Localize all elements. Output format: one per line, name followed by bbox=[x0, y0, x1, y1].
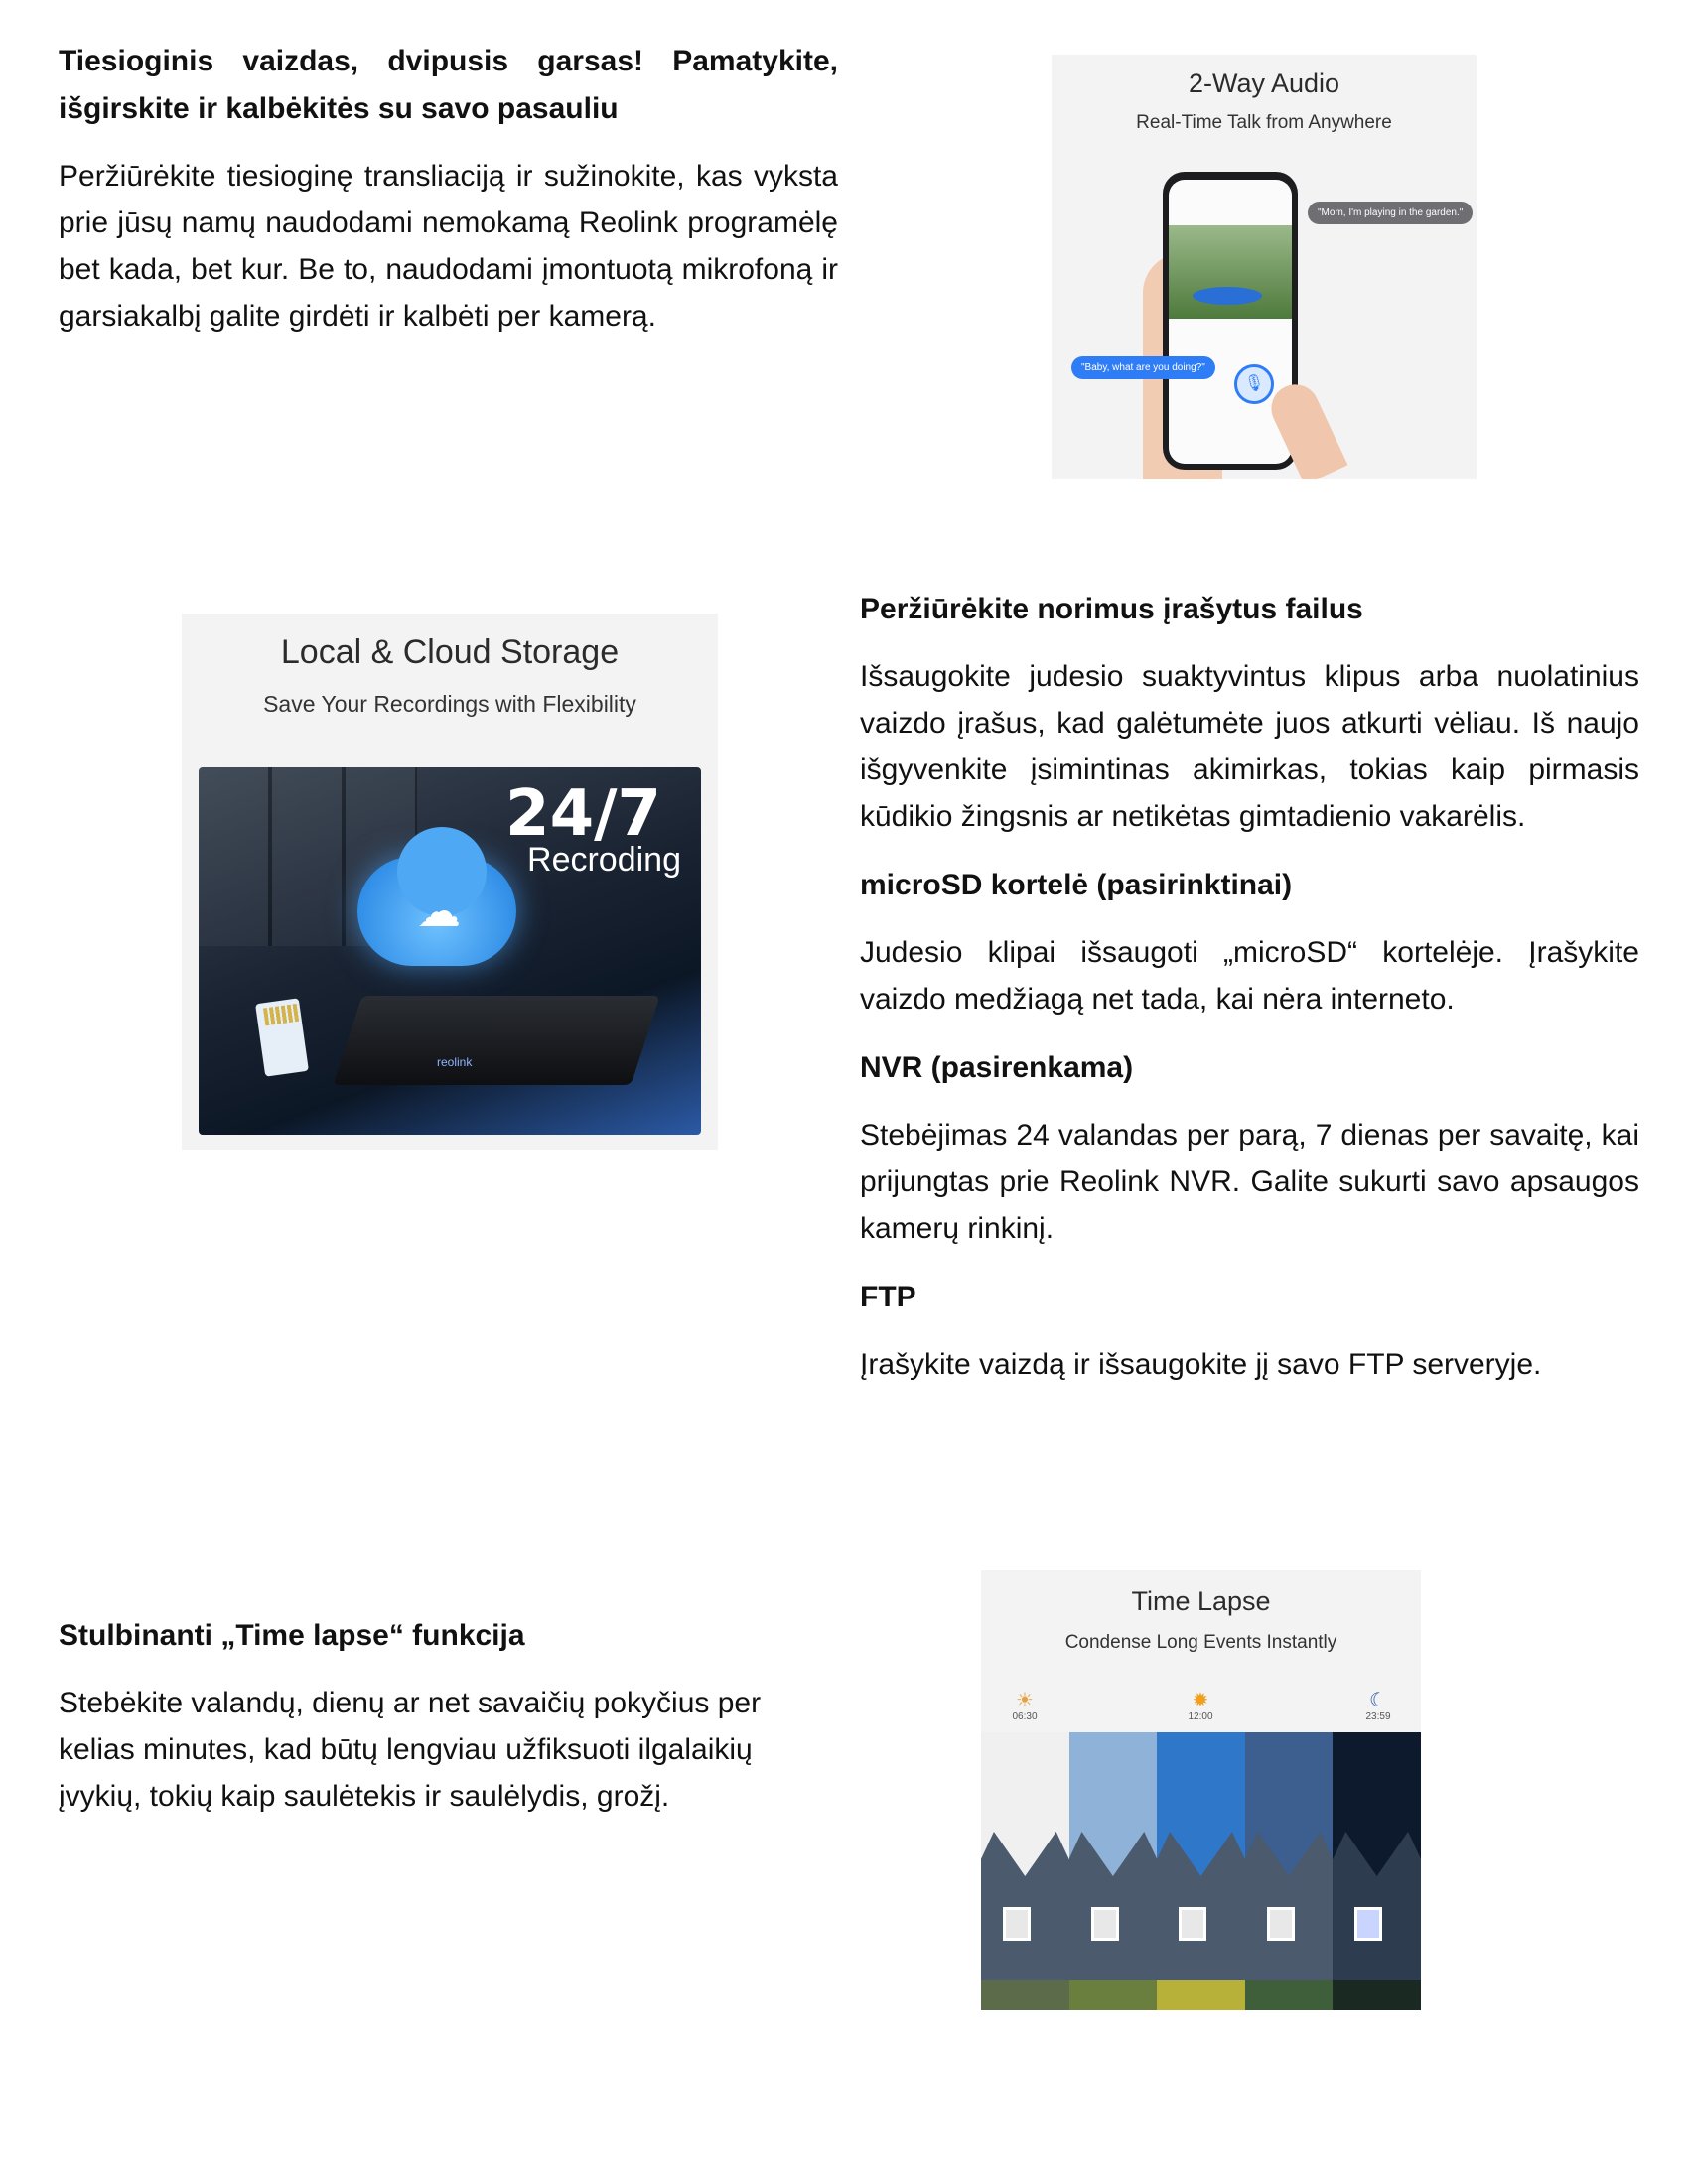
speech-bubble-parent: "Baby, what are you doing?" bbox=[1071, 356, 1215, 379]
microsd-paragraph: Judesio klipai išsaugoti „microSD“ kortelėje. Įrašykite vaizdo medžiagą net tada, kai nėra interneto. bbox=[860, 936, 1639, 1016]
time-marker-noon: ✹ 12:00 bbox=[1171, 1690, 1230, 1722]
section-time-lapse bbox=[59, 1612, 838, 1842]
nvr-device bbox=[333, 996, 659, 1085]
time-lapse-strip bbox=[981, 1732, 1069, 2010]
time-marker-night: ☾ 23:59 bbox=[1348, 1690, 1408, 1722]
reolink-logo: reolink bbox=[437, 1055, 473, 1069]
time-lapse-strip bbox=[1157, 1732, 1245, 2010]
storage-image bbox=[182, 614, 718, 1150]
time-lapse-strip bbox=[1069, 1732, 1158, 2010]
speech-bubble-child: "Mom, I'm playing in the garden." bbox=[1308, 202, 1473, 224]
ftp-heading: FTP bbox=[860, 1281, 916, 1313]
section-heading: Stulbinanti „Time lapse“ funkcija bbox=[59, 1619, 525, 1652]
time-lapse-image bbox=[981, 1570, 1421, 2010]
two-way-audio-image bbox=[1052, 55, 1477, 479]
moon-icon: ☾ bbox=[1369, 1690, 1387, 1711]
time-lapse-strip bbox=[1245, 1732, 1334, 2010]
section-paragraph: Išsaugokite judesio suaktyvintus klipus arba nuolatinius vaizdo įrašus, kad galėtumėte juos atkurti vėliau. Iš naujo išgyvenkite įsimintinas akimirkas, tokias kaip pirmasis kūdikio žingsnis ar netikėtas gimtadienio vakarėlis. bbox=[860, 660, 1639, 833]
section-paragraph: Peržiūrėkite tiesioginę transliaciją ir sužinokite, kas vyksta prie jūsų namų naudodami nemokamą Reolink programėlę bet kada, bet kur. Be to, naudodami įmontuotą mikrofoną ir garsiakalbį galite girdėti ir kalbėti per kamerą. bbox=[59, 160, 838, 333]
section-paragraph: Stebėkite valandų, dienų ar net savaičių pokyčius per kelias minutes, kad būtų lengviau užfiksuoti ilgalaikių įvykių, tokių kaip saulėtekis ir saulėlydis, grožį. bbox=[59, 1687, 762, 1813]
time-lapse-strip bbox=[1333, 1732, 1421, 2010]
image-title: Local & Cloud Storage bbox=[280, 633, 620, 671]
section-recordings bbox=[860, 586, 1639, 1410]
sunrise-icon: ☀ bbox=[1016, 1690, 1034, 1711]
nvr-paragraph: Stebėjimas 24 valandas per parą, 7 dienas per savaitę, kai prijungtas prie Reolink NVR. Galite sukurti savo apsaugos kamerų rinkinį. bbox=[860, 1119, 1639, 1245]
nvr-heading: NVR (pasirenkama) bbox=[860, 1051, 1134, 1084]
section-heading: Peržiūrėkite norimus įrašytus failus bbox=[860, 593, 1363, 625]
time-marker-sunrise: ☀ 06:30 bbox=[995, 1690, 1055, 1722]
sun-icon: ✹ bbox=[1192, 1690, 1209, 1711]
storage-scene bbox=[199, 767, 701, 1135]
recording-label: Recroding bbox=[527, 841, 681, 879]
time-lapse-strips bbox=[981, 1732, 1421, 2010]
section-heading: Tiesioginis vaizdas, dvipusis garsas! Pamatykite, išgirskite ir kalbėkitės su savo pasauliu bbox=[59, 45, 838, 125]
microphone-icon: 🎙 bbox=[1234, 364, 1274, 404]
image-subtitle: Save Your Recordings with Flexibility bbox=[263, 691, 636, 717]
image-subtitle: Real-Time Talk from Anywhere bbox=[1136, 112, 1392, 133]
ftp-paragraph: Įrašykite vaizdą ir išsaugokite jį savo FTP serveryje. bbox=[860, 1348, 1542, 1381]
section-live-view bbox=[59, 38, 838, 361]
image-subtitle: Condense Long Events Instantly bbox=[1064, 1632, 1337, 1653]
microsd-heading: microSD kortelė (pasirinktinai) bbox=[860, 869, 1293, 901]
cloud-logo-icon: ☁ bbox=[417, 887, 461, 936]
image-title: Time Lapse bbox=[1131, 1586, 1271, 1616]
recording-24-7-text: 24/7 bbox=[505, 777, 661, 851]
image-title: 2-Way Audio bbox=[1188, 68, 1340, 98]
